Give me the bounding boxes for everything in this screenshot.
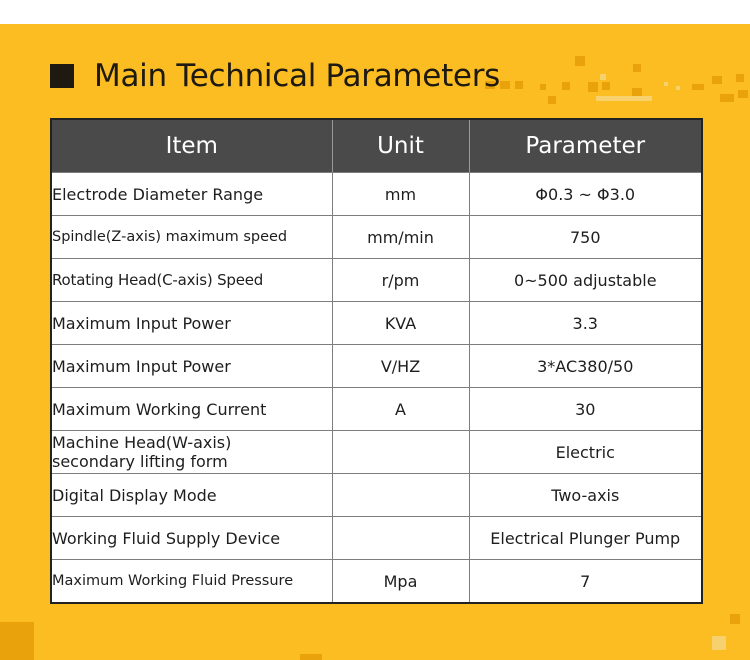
- cell-item: Maximum Working Current: [51, 388, 332, 431]
- heading-bullet-square: [50, 64, 74, 88]
- cell-item: Electrode Diameter Range: [51, 173, 332, 216]
- decor-pixel-squares: [712, 76, 722, 84]
- decor-pixel-squares: [562, 82, 570, 90]
- table-row: [51, 560, 702, 604]
- cell-unit: V/HZ: [332, 345, 469, 388]
- cell-item: Rotating Head(C-axis) Speed: [51, 259, 332, 302]
- column-header-unit: Unit: [332, 119, 469, 173]
- decor-pixel-squares: [736, 74, 744, 82]
- decor-pixel-squares: [738, 90, 748, 98]
- cell-item: [51, 431, 332, 474]
- cell-item: Spindle(Z-axis) maximum speed: [51, 216, 332, 259]
- decor-pixel-squares: [602, 82, 610, 90]
- page-title: Main Technical Parameters: [94, 58, 500, 94]
- table-header-row: [51, 119, 702, 173]
- cell-item: Digital Display Mode: [51, 474, 332, 517]
- decor-pixel-squares: [633, 64, 641, 72]
- decor-pixel-squares: [0, 622, 34, 660]
- decor-pixel-squares: [300, 654, 322, 660]
- cell-unit: [332, 431, 469, 474]
- decor-pixel-squares: [540, 84, 546, 90]
- column-header-parameter: Parameter: [469, 119, 702, 173]
- decor-pixel-squares: [500, 81, 510, 89]
- cell-parameter: 750: [469, 216, 702, 259]
- decor-pixel-squares: [600, 74, 606, 80]
- cell-item-line-1: Machine Head(W-axis): [52, 433, 232, 452]
- cell-unit: r/pm: [332, 259, 469, 302]
- cell-unit: Mpa: [332, 560, 469, 604]
- cell-item: Maximum Input Power: [51, 302, 332, 345]
- decor-pixel-squares: [712, 636, 726, 650]
- cell-unit: [332, 517, 469, 560]
- cell-unit: KVA: [332, 302, 469, 345]
- decor-pixel-squares: [632, 88, 642, 96]
- cell-unit: mm/min: [332, 216, 469, 259]
- cell-parameter: Electrical Plunger Pump: [469, 517, 702, 560]
- cell-parameter: Electric: [469, 431, 702, 474]
- decor-pixel-squares: [720, 94, 734, 102]
- table-row: [51, 302, 702, 345]
- cell-parameter: Φ0.3 ~ Φ3.0: [469, 173, 702, 216]
- cell-unit: mm: [332, 173, 469, 216]
- cell-item: Maximum Working Fluid Pressure: [51, 560, 332, 604]
- table-row: [51, 259, 702, 302]
- cell-item: Working Fluid Supply Device: [51, 517, 332, 560]
- cell-item-line-2: secondary lifting form: [52, 452, 228, 471]
- cell-parameter: 0~500 adjustable: [469, 259, 702, 302]
- table-row: [51, 345, 702, 388]
- table-row: [51, 388, 702, 431]
- cell-unit: [332, 474, 469, 517]
- cell-parameter: 3*AC380/50: [469, 345, 702, 388]
- decor-pixel-squares: [596, 96, 652, 101]
- decor-pixel-squares: [664, 82, 668, 86]
- decor-pixel-squares: [575, 56, 585, 66]
- decor-pixel-squares: [692, 84, 704, 90]
- cell-parameter: 3.3: [469, 302, 702, 345]
- decor-pixel-squares: [515, 81, 523, 89]
- table-row: [51, 517, 702, 560]
- cell-parameter: 7: [469, 560, 702, 604]
- decor-pixel-squares: [676, 86, 680, 90]
- cell-item: Maximum Input Power: [51, 345, 332, 388]
- decor-pixel-squares: [730, 614, 740, 624]
- section-heading: [50, 56, 500, 96]
- cell-unit: A: [332, 388, 469, 431]
- table-row: [51, 173, 702, 216]
- cell-parameter: Two-axis: [469, 474, 702, 517]
- table-row: [51, 474, 702, 517]
- column-header-item: Item: [51, 119, 332, 173]
- cell-parameter: 30: [469, 388, 702, 431]
- technical-parameters-table: [50, 118, 703, 604]
- table-row: [51, 431, 702, 474]
- decor-pixel-squares: [548, 96, 556, 104]
- table-row: [51, 216, 702, 259]
- decor-pixel-squares: [588, 82, 598, 92]
